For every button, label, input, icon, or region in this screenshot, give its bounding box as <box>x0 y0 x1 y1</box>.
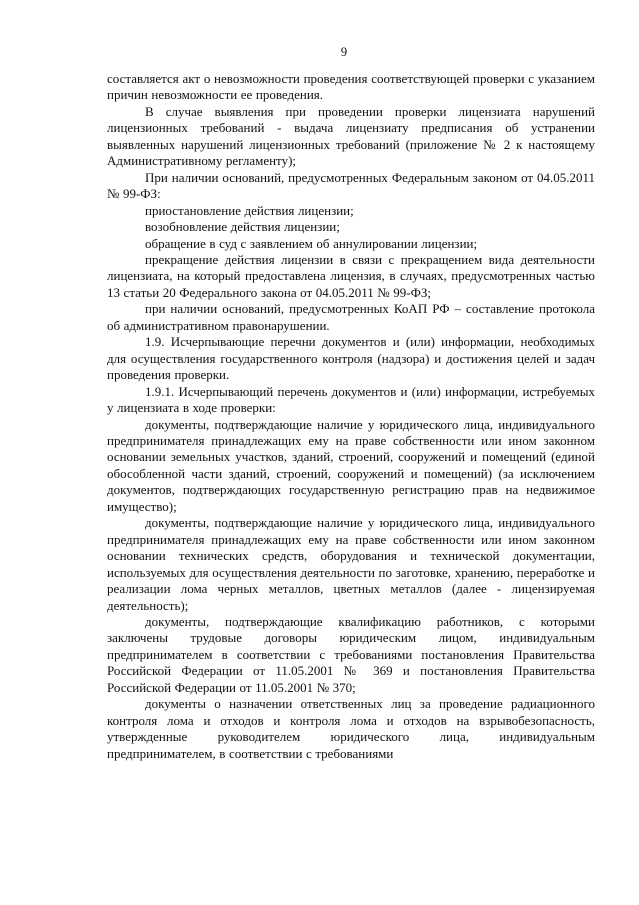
paragraph-6: обращение в суд с заявлением об аннулировании лицензии; <box>145 235 478 251</box>
paragraph-1: составляется акт о невозможности проведения соответствующей проверки с указанием причин невозможности ее проведения. <box>107 71 595 103</box>
paragraph-8: при наличии оснований, предусмотренных КоАП РФ – составление протокола об административном правонарушении. <box>107 301 595 333</box>
paragraph-4: приостановление действия лицензии; <box>145 202 354 218</box>
paragraph-13: документы, подтверждающие квалификацию работников, с которыми заключены трудовые договоры юридическим лицом, индивидуальным предпринимателем в соответствии с требованиями постановления Правительства Российской Федерации от 11.05.2001 № 369 и постановления Правительства Российской Федерации от 11.05.2001 № 370; <box>107 613 595 695</box>
paragraph-5: возобновление действия лицензии; <box>145 219 340 235</box>
paragraph-10: 1.9.1. Исчерпывающий перечень документов и (или) информации, истребуемых у лицензиата в ходе проверки: <box>107 383 595 416</box>
document-body <box>107 71 595 762</box>
paragraph-9: 1.9. Исчерпывающие перечни документов и (или) информации, необходимых для осуществления государственного контроля (надзора) и достижения целей и задач проведения проверки. <box>107 334 595 383</box>
paragraph-12: документы, подтверждающие наличие у юридического лица, индивидуального предпринимателя принадлежащих ему на праве собственности или ином законном основании технических средств, оборудования и технической документации, используемых для осуществления деятельности по заготовке, хранению, переработке и реализации лома черных металлов, цветных металлов (далее - лицензируемая деятельность); <box>107 515 595 613</box>
paragraph-11: документы, подтверждающие наличие у юридического лица, индивидуального предпринимателя принадлежащих ему на праве собственности или ином законном основании земельных участков, зданий, строений, сооружений и помещений (единой обособленной части зданий, строений, сооружений и помещений) (за исключением документов, подтверждающих государственную регистрацию прав на недвижимое имущество); <box>107 416 595 514</box>
paragraph-14: документы о назначении ответственных лиц за проведение радиационного контроля лома и отходов и контроля лома и отходов на взрывобезопасность, утвержденные руководителем юридического лица, индивидуальным предпринимателем, в соответствии с требованиями <box>107 696 595 761</box>
paragraph-3: При наличии оснований, предусмотренных Федеральным законом от 04.05.2011 № 99-ФЗ: <box>107 169 595 202</box>
page-number: 9 <box>340 45 348 59</box>
paragraph-7: прекращение действия лицензии в связи с прекращением вида деятельности лицензиата, на который предоставлена лицензия, в случаях, предусмотренных частью 13 статьи 20 Федерального закона от 04.05.2011 № 99-ФЗ; <box>107 251 595 300</box>
paragraph-2: В случае выявления при проведении проверки лицензиата нарушений лицензионных требований - выдача лицензиату предписания об устранении выявленных нарушений лицензионных требований (приложение № 2 к настоящему Административному регламенту); <box>107 103 595 169</box>
